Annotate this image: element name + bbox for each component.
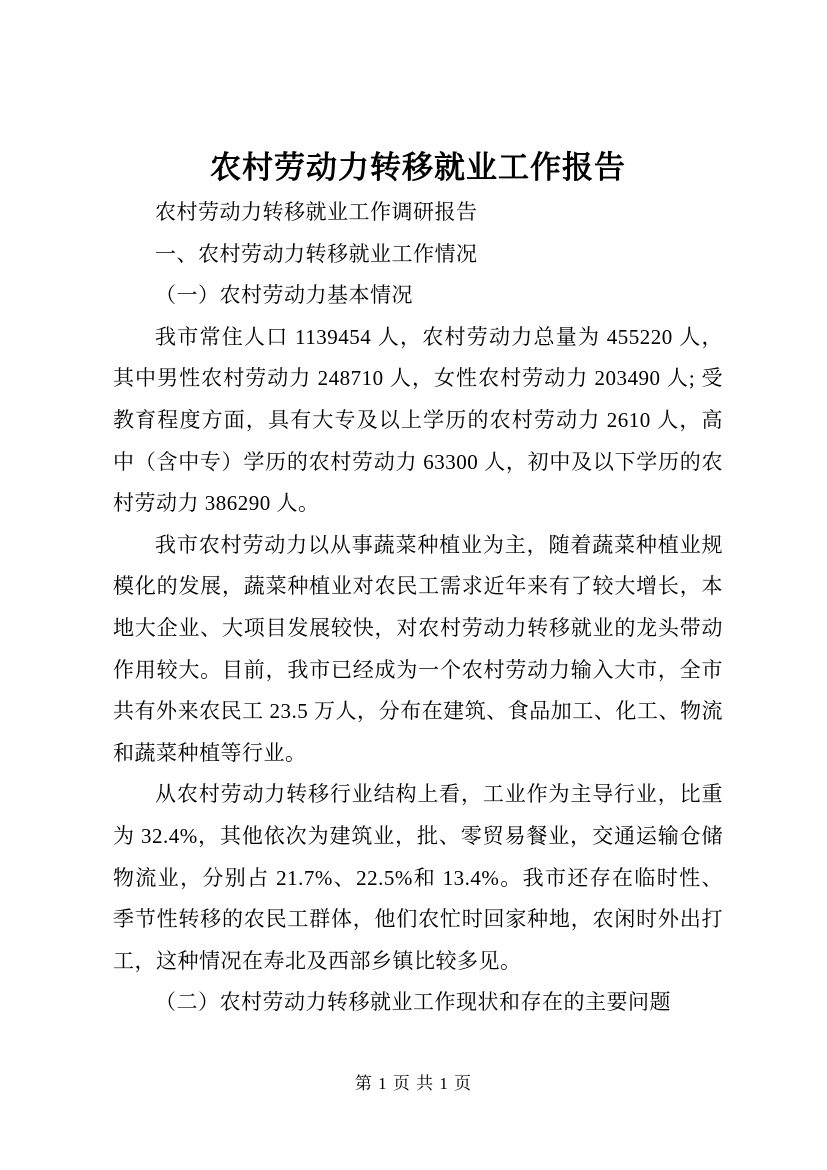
- paragraph-body-1: 我市常住人口 1139454 人，农村劳动力总量为 455220 人，其中男性农村劳动力 248710 人，女性农村劳动力 203490 人; 受教育程度方面，具有大专及以上学历的农村劳动力 2610 人，高中（含中专）学历的农村劳动力 63300 人，初中及以下学历的农村劳动力 386290 人。: [113, 324, 723, 516]
- paragraph-subtitle: 农村劳动力转移就业工作调研报告: [155, 200, 478, 224]
- document-title: 农村劳动力转移就业工作报告: [210, 150, 626, 186]
- paragraph-section-heading-1: 一、农村劳动力转移就业工作情况: [155, 241, 478, 266]
- paragraph-body-2: 我市农村劳动力以从事蔬菜种植业为主，随着蔬菜种植业规模化的发展，蔬菜种植业对农民工需求近年来有了较大增长，本地大企业、大项目发展较快，对农村劳动力转移就业的龙头带动作用较大。目前，我市已经成为一个农村劳动力输入大市，全市共有外来农民工 23.5 万人，分布在建筑、食品加工、化工、物流和蔬菜种植等行业。: [113, 532, 723, 765]
- paragraph-subsection-heading-1: （一）农村劳动力基本情况: [155, 283, 413, 308]
- paragraph-body-3: 从农村劳动力转移行业结构上看，工业作为主导行业，比重为 32.4%，其他依次为建筑业，批、零贸易餐业，交通运输仓储物流业，分别占 21.7%、22.5%和 13.4%。我市还存在临时性、季节性转移的农民工群体，他们农忙时回家种地，农闲时外出打工，这种情况在寿北及西部乡镇比较多见。: [113, 782, 723, 973]
- document-content: [113, 146, 723, 1024]
- page-number-indicator: 第 1 页 共 1 页: [354, 1074, 473, 1093]
- paragraph-subsection-heading-2: （二）农村劳动力转移就业工作现状和存在的主要问题: [155, 990, 671, 1015]
